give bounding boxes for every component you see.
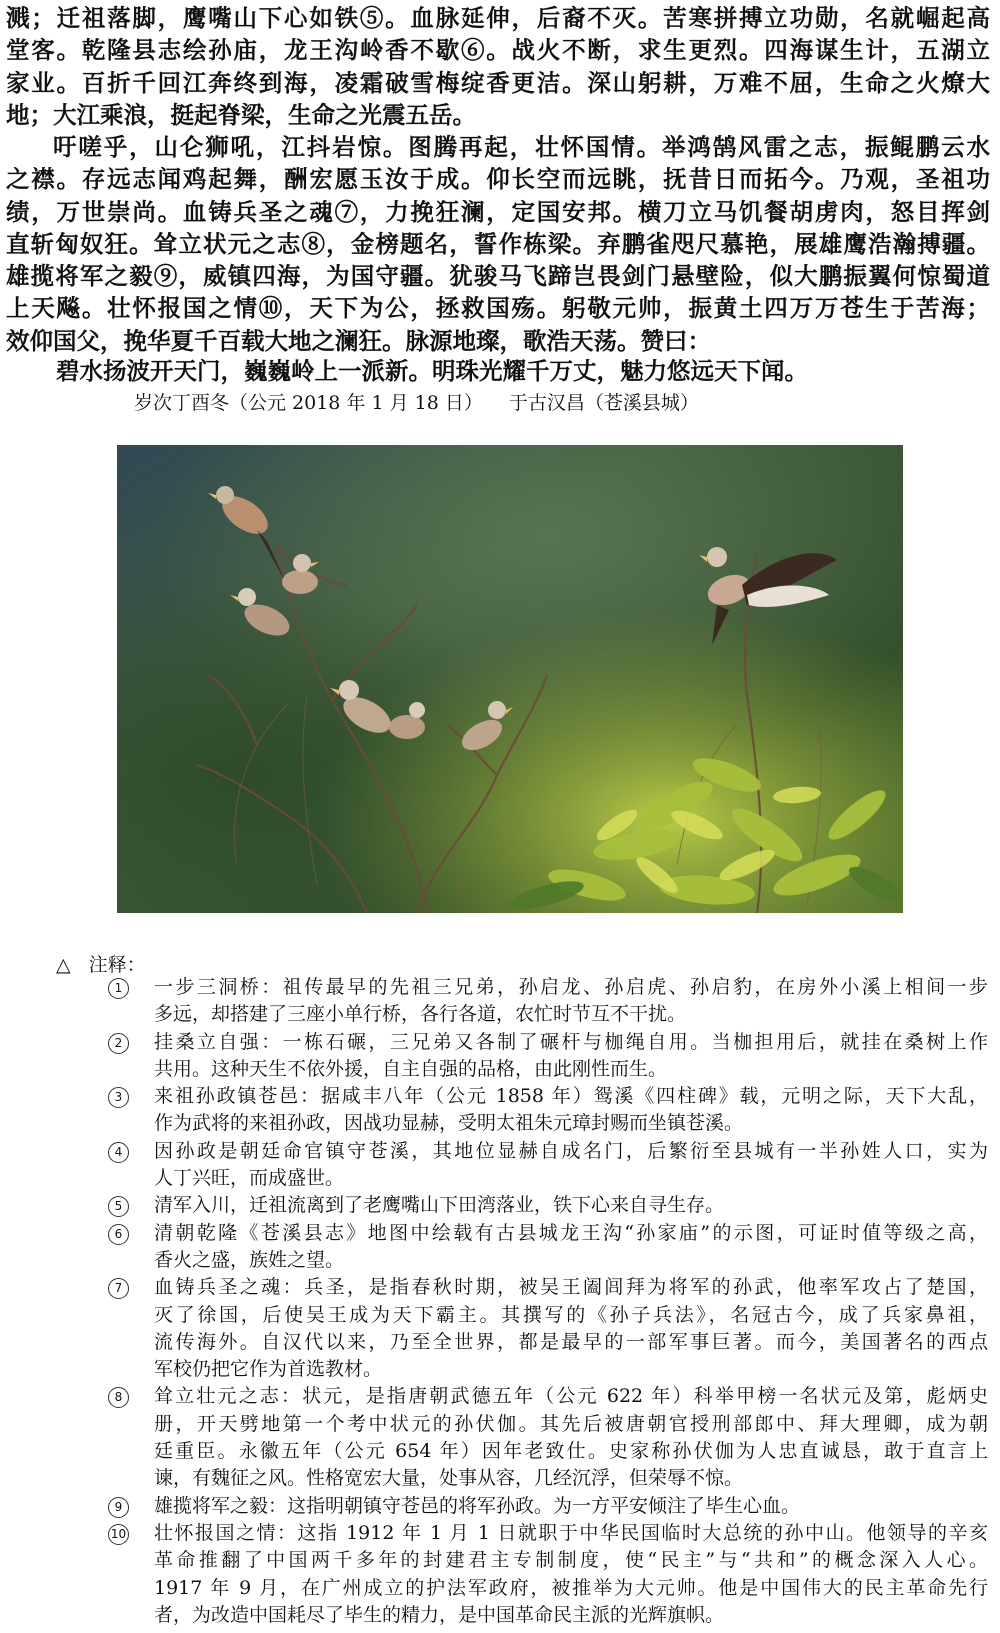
place-text: 于古汉昌（苍溪县城） — [508, 392, 699, 414]
body-paragraph-2 — [6, 131, 990, 357]
notes-label: 注释： — [88, 954, 146, 976]
note-line: 一步三洞桥：祖传最早的先祖三兄弟，孙启龙、孙启虎、孙启豹，在房外小溪上相间一步 — [154, 976, 988, 998]
note-number: 7 — [108, 1278, 129, 1299]
body-line: 家业。百折千回江奔终到海，凌霜破雪梅绽香更洁。深山躬耕，万难不屈，生命之火燎大 — [6, 68, 990, 97]
body-line: 溅；迁祖落脚，鹰嘴山下心如铁⑤。血脉延伸，后裔不灭。苦寒拼搏立功勋，名就崛起高 — [6, 4, 990, 32]
note-item — [108, 1520, 988, 1629]
note-line: 清朝乾隆《苍溪县志》地图中绘载有古县城龙王沟“孙家庙”的示图，可证时值等级之高， — [154, 1221, 988, 1244]
note-line: 人丁兴旺，而成盛世。 — [154, 1167, 345, 1190]
note-item — [108, 1383, 988, 1492]
body-line: 堂客。乾隆县志绘孙庙，龙王沟岭香不歇⑥。战火不断，求生更烈。四海谋生计，五湖立 — [6, 36, 990, 65]
note-line: 军校仍把它作为首选教材。 — [154, 1358, 383, 1381]
note-line: 革命推翻了中国两千多年的封建君主专制制度，使“民主”与“共和”的概念深入人心。 — [154, 1549, 988, 1572]
closing-poem: 碧水扬波开天门，巍巍岭上一派新。明珠光耀千万丈，魅力悠远天下闻。 — [56, 357, 808, 385]
note-line: 耸立壮元之志：状元，是指唐朝武德五年（公元 622 年）科举甲榜一名状元及第，彪炳史 — [154, 1385, 988, 1408]
note-line: 谏，有魏征之风。性格宽宏大量，处事从容，几经沉浮，但荣辱不惊。 — [154, 1467, 744, 1490]
note-item — [108, 1274, 988, 1383]
note-line: 来祖孙政镇苍邑：据咸丰八年（公元 1858 年）鸳溪《四柱碑》载，元明之际，天下大乱， — [154, 1085, 988, 1108]
note-item — [108, 1220, 988, 1275]
note-line: 廷重臣。永徽五年（公元 654 年）因年老致仕。史家称孙伏伽为人忠直诚恳，敢于直言上 — [154, 1440, 988, 1463]
note-item — [108, 974, 988, 1029]
birds-photo — [117, 445, 903, 913]
body-paragraph-1 — [6, 2, 990, 131]
note-line: 册，开天劈地第一个考中状元的孙伏伽。其先后被唐朝官授刑部郎中、拜大理卿，成为朝 — [154, 1412, 988, 1435]
triangle-icon: △ — [56, 954, 71, 976]
note-line: 共用。这种天生不依外援，自主自强的品格，由此刚性而生。 — [154, 1057, 668, 1080]
note-number: 4 — [108, 1142, 129, 1163]
body-line: 之襟。存远志闻鸡起舞，酬宏愿玉汝于成。仰长空而远眺，抚昔日而拓今。乃观，圣祖功 — [6, 165, 990, 194]
note-line: 作为武将的来祖孙政，因战功显赫，受明太祖朱元璋封赐而坐镇苍溪。 — [154, 1112, 744, 1135]
note-line: 因孙政是朝廷命官镇守苍溪，其地位显赫自成名门，后繁衍至县城有一半孙姓人口，实为 — [154, 1139, 988, 1162]
body-line: 上天飚。壮怀报国之情⑩，天下为公，拯救国殇。躬敬元帅，振黄土四万万苍生于苦海； — [6, 294, 990, 323]
body-line: 地；大江乘浪，挺起脊梁，生命之光震五岳。 — [6, 100, 476, 129]
note-line: 血铸兵圣之魂：兵圣，是指春秋时期，被吴王阖闾拜为将军的孙武，他率军攻占了楚国， — [154, 1276, 988, 1299]
body-line: 直斩匈奴狂。耸立状元之志⑧，金榜题名，誓作栋梁。弃鹏雀咫尺慕艳，展雄鹰浩瀚搏疆。 — [6, 229, 990, 258]
note-number: 2 — [108, 1033, 129, 1054]
note-line: 香火之盛，族姓之望。 — [154, 1248, 345, 1271]
note-item — [108, 1493, 988, 1520]
note-line: 壮怀报国之情：这指 1912 年 1 月 1 日就职于中华民国临时大总统的孙中山。他领导的辛亥 — [154, 1521, 988, 1544]
dateline — [134, 388, 699, 415]
note-item — [108, 1138, 988, 1193]
body-line: 绩，万世崇尚。血铸兵圣之魂⑦，力挽狂澜，定国安邦。横刀立马饥餐胡虏肉，怒目挥剑 — [6, 197, 990, 226]
note-number: 5 — [108, 1196, 129, 1217]
note-number: 9 — [108, 1497, 129, 1518]
body-line: 吁嗟乎，山仑狮吼，江抖岩惊。图腾再起，壮怀国情。举鸿鹄风雷之志，振鲲鹏云水 — [53, 133, 990, 161]
note-number: 3 — [108, 1087, 129, 1108]
note-number: 1 — [108, 978, 129, 999]
date-text: 岁次丁酉冬（公元 2018 年 1 月 18 日） — [134, 392, 483, 414]
note-line: 挂桑立自强：一栋石碾，三兄弟又各制了碾杆与枷绳自用。当枷担用后，就挂在桑树上作 — [154, 1030, 988, 1053]
note-line: 多远，却搭建了三座小单行桥，各行各道，农忙时节互不干扰。 — [154, 1003, 687, 1026]
note-line: 者，为改造中国耗尽了毕生的精力，是中国革命民主派的光辉旗帜。 — [154, 1603, 725, 1626]
note-number: 10 — [108, 1524, 129, 1545]
body-line: 效仰国父，挽华夏千百载大地之澜狂。脉源地璨，歌浩天荡。赞曰： — [6, 326, 711, 355]
note-item — [108, 1029, 988, 1084]
note-line: 清军入川，迁祖流离到了老鹰嘴山下田湾落业，铁下心来自寻生存。 — [154, 1194, 725, 1217]
notes-heading — [56, 950, 146, 977]
note-line: 灭了徐国，后使吴王成为天下霸主。其撰写的《孙子兵法》，名冠古今，成了兵家鼻祖， — [154, 1303, 988, 1326]
note-line: 雄揽将军之毅：这指明朝镇守苍邑的将军孙政。为一方平安倾注了毕生心血。 — [154, 1494, 801, 1517]
note-line: 1917 年 9 月，在广州成立的护法军政府，被推举为大元帅。他是中国伟大的民主革命先行 — [154, 1576, 988, 1599]
note-line: 流传海外。自汉代以来，乃至全世界，都是最早的一部军事巨著。而今，美国著名的西点 — [154, 1330, 988, 1353]
note-number: 8 — [108, 1387, 129, 1408]
body-line: 雄揽将军之毅⑨，威镇四海，为国守疆。犹骏马飞蹄岂畏剑门悬壁险，似大鹏振翼何惊蜀道 — [6, 262, 990, 291]
note-number: 6 — [108, 1224, 129, 1245]
note-item — [108, 1083, 988, 1138]
notes-list — [108, 974, 988, 1629]
note-item — [108, 1192, 988, 1219]
